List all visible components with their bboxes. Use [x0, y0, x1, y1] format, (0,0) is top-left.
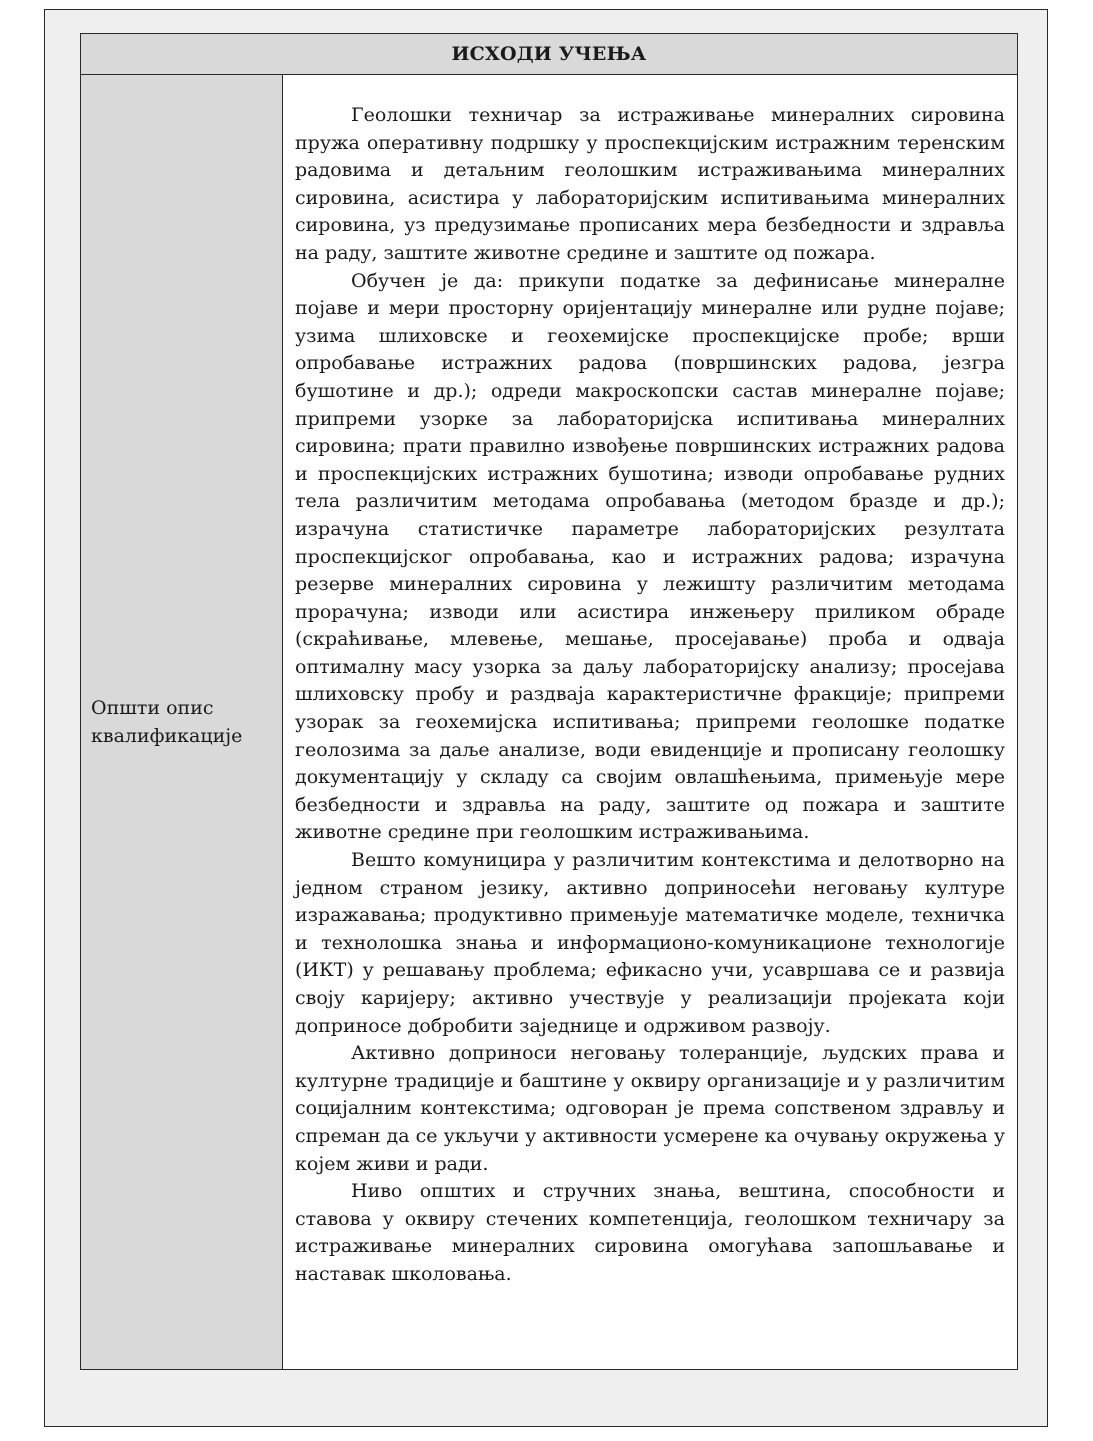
learning-outcomes-table [80, 33, 1018, 1370]
description-paragraph-1: Геолошки техничар за истраживање минералних сировина пружа оперативну подршку у проспекцијским истражним теренским радовима и детаљним геолошким истраживањима минералних сировина, асистира у лабораторијским испитивањима минералних сировина, уз предузимање прописаних мера безбедности и здравља на раду, заштите животне средине и заштите од пожара. [295, 104, 1005, 264]
row-label: Општи опис квалификације [91, 697, 243, 747]
page-frame [44, 9, 1048, 1427]
description-paragraph-4: Активно доприноси неговању толеранције, људских права и културне традиције и баштине у оквиру организације и у различитим социјалним контекстима; одговоран је према сопственом здрављу и спреман да се укључи у активности усмерене ка очувању окружења у којем живи и ради. [295, 1042, 1005, 1175]
row-label-cell [81, 75, 283, 1369]
description-paragraph-2: Обучен је да: прикупи податке за дефинисање минералне појаве и мери просторну оријентацију минералне или рудне појаве; узима шлиховске и геохемијске проспекцијске пробе; врши опробавање истражних радова (површинских радова, језгра бушотине и др.); одреди макроскопски састав минералне појаве; припреми узорке за лабораторијска испитивања минералних сировина; прати правилно извођење површинских истражних радова и проспекцијских истражних бушотина; изводи опробавање рудних тела различитим методама опробавања (методом бразде и др.); израчуна статистичке параметре лабораторијских резултата проспекцијског опробавања, као и истражних радова; израчуна резерве минералних сировина у лежишту различитим методама прорачуна; изводи или асистира инжењеру приликом обраде (скраћивање, млевење, мешање, просејавање) проба и одваја оптималну масу узорка за даљу лабораторијску анализу; просејава шлиховску пробу и раздваја карактеристичне фракције; припреми узорак за геохемијска испитивања; припреми геолошке податке геолозима за даље анализе, води евиденције и прописану геолошку документацију у складу са својим овлашћењима, примењује мере безбедности и здравља на раду, заштите од пожара и заштите животне средине при геолошким истраживањима. [295, 269, 1005, 844]
table-header: ИСХОДИ УЧЕЊА [81, 34, 1017, 75]
description-cell [283, 75, 1017, 1369]
description-paragraph-3: Вешто комуницира у различитим контекстима и делотворно на једном страном језику, активно доприносећи неговању културе изражавања; продуктивно примењује математичке моделе, техничка и технолошка знања и информационо-комуникационе технологије (ИКТ) у решавању проблема; ефикасно учи, усавршава се и развија своју каријеру; активно учествује у реализацији пројеката који доприносе добробити заједнице и одрживом развоју. [295, 849, 1005, 1037]
table-row [81, 75, 1017, 1369]
description-paragraph-5: Ниво општих и стручних знања, вештина, способности и ставова у оквиру стечених компетенција, геолошком техничару за истраживање минералних сировина омогућава запошљавање и наставак школовања. [295, 1180, 1005, 1285]
